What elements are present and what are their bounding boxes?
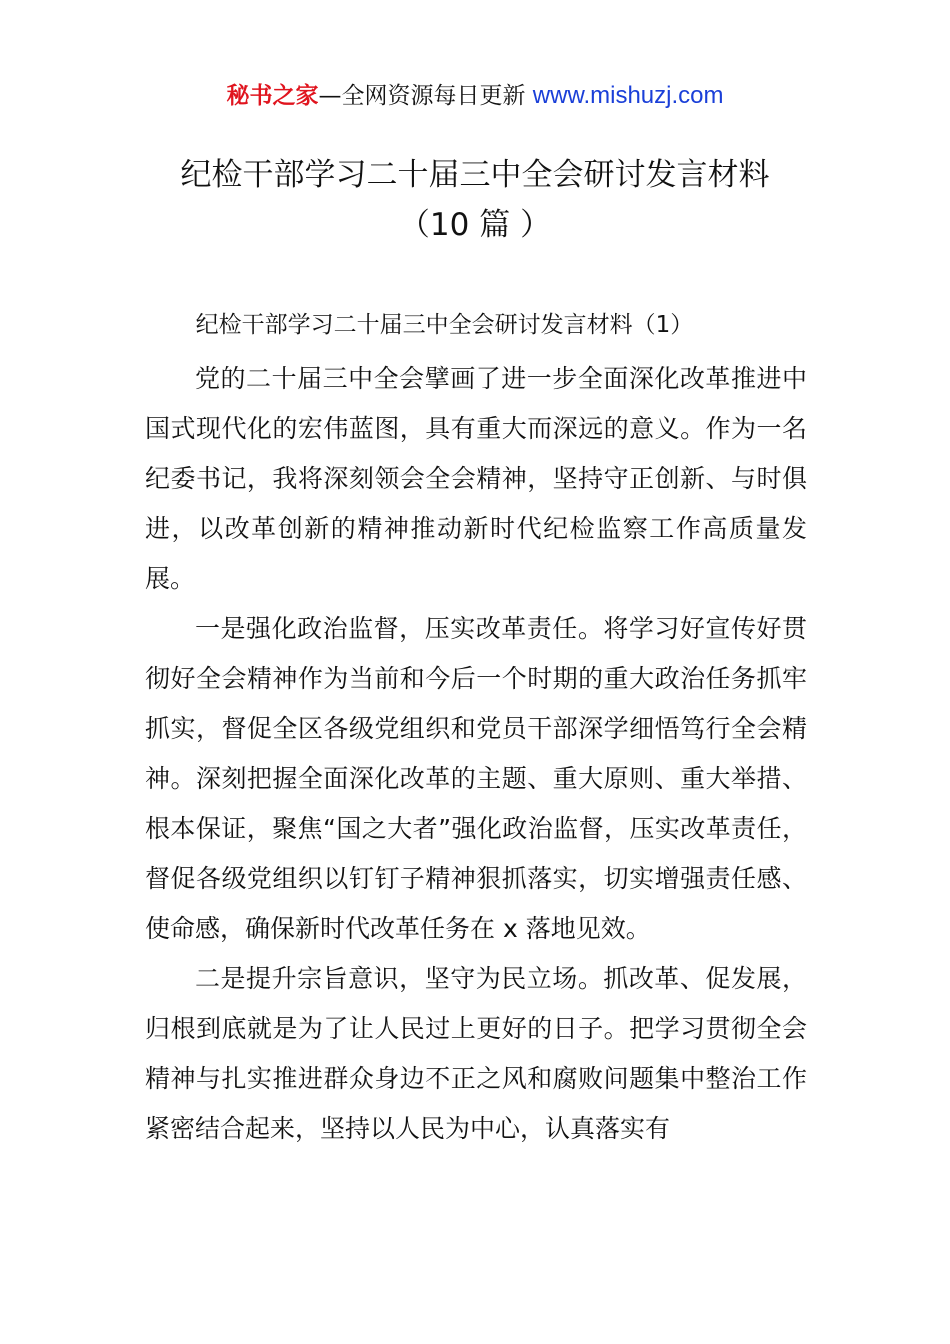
document-body [145, 307, 807, 1154]
paragraph: 二是提升宗旨意识，坚守为民立场。抓改革、促发展，归根到底就是为了让人民过上更好的日子。把学习贯彻全会精神与扎实推进群众身边不正之风和腐败问题集中整治工作紧密结合起来，坚持以人民为中心，认真落实有 [145, 964, 807, 1143]
header-tagline: —全网资源每日更新 [318, 83, 533, 109]
paragraph: 一是强化政治监督，压实改革责任。将学习好宣传好贯彻好全会精神作为当前和今后一个时期的重大政治任务抓牢抓实，督促全区各级党组织和党员干部深学细悟笃行全会精神。深刻把握全面深化改革的主题、重大原则、重大举措、根本保证，聚焦“国之大者”强化政治监督，压实改革责任，督促各级党组织以钉钉子精神狠抓落实，切实增强责任感、使命感，确保新时代改革任务在 x 落地见效。 [145, 614, 807, 943]
site-url-link[interactable]: www.mishuzj.com [532, 82, 724, 109]
paragraph: 党的二十届三中全会擘画了进一步全面深化改革推进中国式现代化的宏伟蓝图，具有重大而深远的意义。作为一名纪委书记，我将深刻领会全会精神，坚持守正创新、与时俱进，以改革创新的精神推动新时代纪检监察工作高质量发展。 [145, 364, 807, 593]
document-title: 纪检干部学习二十届三中全会研讨发言材料 [180, 157, 770, 193]
brand-name: 秘书之家 [226, 83, 319, 109]
document-title-count: （10 篇 ） [398, 207, 552, 243]
section-subtitle: 纪检干部学习二十届三中全会研讨发言材料（1） [195, 312, 694, 338]
site-header [0, 80, 950, 112]
